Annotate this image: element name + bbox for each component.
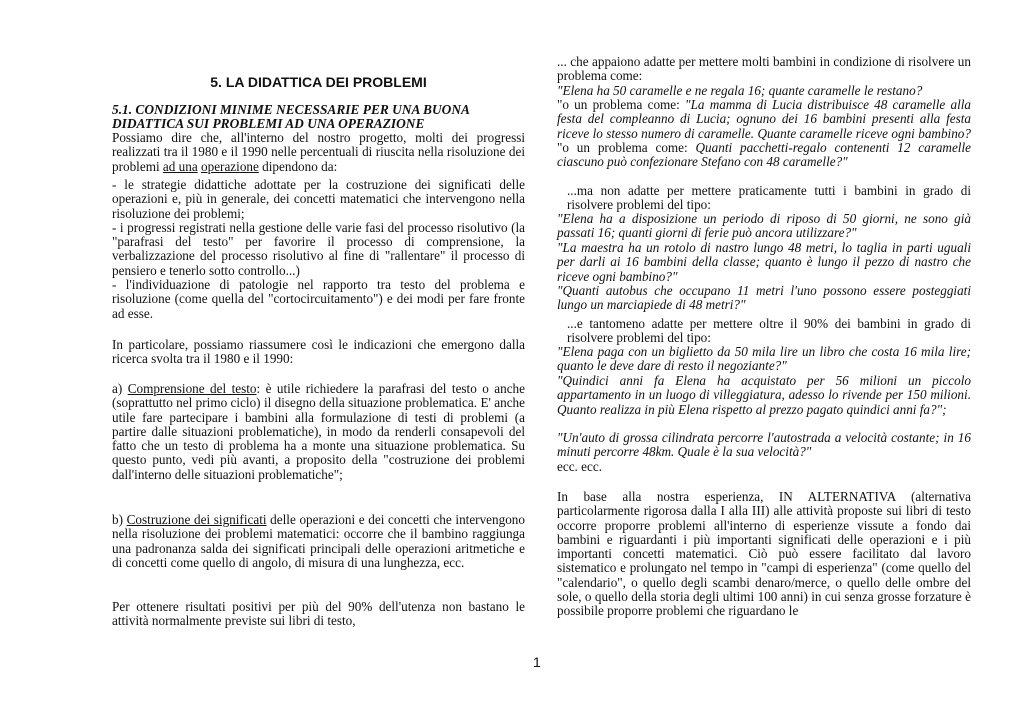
bullet-strategies: - le strategie didattiche adottate per la costruzione dei significati delle operazioni e, più in generale, dei concetti matematici che intervengono nella risoluzione dei problemi;	[112, 177, 525, 221]
bullet-progress: - i progressi registrati nella gestione delle varie fasi del processo risolutivo (la "parafrasi del testo" per favorire il processo di comprensione, la verbalizzazione del processo risolutivo al fine di "rallentare" il processo di pensiero e tenerlo sotto controllo...)	[112, 219, 525, 278]
example-mamma-lucia	[557, 98, 971, 169]
point-a-heading: Comprensione del testo	[127, 381, 257, 396]
point-a-marker: a)	[112, 381, 128, 396]
alternative-paragraph: In base alla nostra esperienza, IN ALTERNATIVA (alternativa particolarmente rigorosa dalla I alla III) alle attività proposte sui libri di testo occorre proporre problemi all'interno di esperienze vissute a fondo dai bambini e riguardanti i più importanti significati delle operazioni e i più importanti concetti matematici. Ciò può essere facilitato dal lavoro sistematico e prolungato nel tempo in "campi di esperienza" (come quello del "calendario", o quello degli scambi denaro/merce, o quello delle ombre del sole, o quello della storia degli ultimi 100 anni) in cui senza grosse forzature è possibile proporre problemi che riguardano le	[557, 489, 971, 619]
example-biglietto: "Elena paga con un biglietto da 50 mila lire un libro che costa 16 mila lire; quanto le deve dare di resto il negoziante?"	[557, 344, 971, 374]
summary-paragraph: In particolare, possiamo riassumere così le indicazioni che emergono dalla ricerca svolta tra il 1980 e il 1990:	[112, 337, 525, 367]
point-a-text: : è utile richiedere la parafrasi del testo o anche (soprattutto nel primo ciclo) il disegno della situazione problematica. E' anche utile fare partecipare i bambini alla formulazione di testi di problemi (a partire dalle situazioni problematiche), in modo da renderli consapevoli del fatto che un testo di problema ha a monte una situazione problematica. Su questo punto, vedi più avanti, a proposito della "costruzione dei problemi dall'interno delle situazioni problematiche";	[112, 381, 526, 482]
page-number: 1	[533, 654, 541, 670]
point-a-paragraph	[112, 382, 525, 482]
example-nastro: "La maestra ha un rotolo di nastro lungo 48 metri, lo taglia in parti uguali per darli ai 16 bambini della classe; quanto è lungo il pezzo di nastro che riceve ogni bambino?"	[557, 240, 971, 284]
closing-paragraph: Per ottenere risultati positivi per più del 90% dell'utenza non bastano le attività normalmente previste sui libri di testo,	[112, 599, 525, 629]
not-suitable-intro: ...ma non adatte per mettere praticamente tutti i bambini in grado di risolvere problemi del tipo:	[567, 183, 971, 213]
intro-paragraph	[112, 131, 525, 174]
intro-text: Possiamo dire che, all'interno del nostro progetto, molti dei progressi realizzati tra il 1980 e il 1990 nelle percentuali di riuscita nella risoluzione dei problemi	[112, 130, 525, 174]
example-text: "La mamma di Lucia distribuisce 48 caramelle alla festa del compleanno di Lucia; ognuno dei 16 bambini presenti alla festa riceve lo stesso numero di caramelle. Quante caramelle riceve ogni bambino?	[557, 97, 971, 141]
intro-text-end: dipendono da:	[258, 158, 338, 174]
underlined-ad-una: ad una	[162, 158, 198, 174]
bullet-list	[112, 178, 525, 321]
section-title-line-1: 5.1. CONDIZIONI MINIME NECESSARIE PER UNA BUONA	[112, 102, 470, 117]
point-b-heading: Costruzione dei significati	[126, 512, 267, 527]
example-text-2: Quanti pacchetti-regalo contenenti 12 caramelle ciascuno può confezionare Stefano con 48 caramelle?"	[557, 139, 971, 170]
connector-text-2: "o un problema come:	[557, 139, 696, 155]
point-b-paragraph	[112, 513, 525, 570]
section-title-line-2: DIDATTICA SUI PROBLEMI AD UNA OPERAZIONE	[112, 116, 425, 132]
examples-intro: ... che appaiono adatte per mettere molti bambini in condizione di risolvere un problema come:	[557, 54, 971, 84]
bullet-pathologies: - l'individuazione di patologie nel rapporto tra testo del problema e risoluzione (come quella del "cortocircuitamento") e dei modi per fare fronte ad esse.	[112, 277, 525, 321]
example-appartamento: "Quindici anni fa Elena ha acquistato per 56 milioni un piccolo appartamento in un luogo di villeggiatura, adesso lo rivende per 150 milioni. Quanto realizza in più Elena rispetto al prezzo pagato quindici anni fa?";	[557, 373, 971, 417]
chapter-title: 5. LA DIDATTICA DEI PROBLEMI	[210, 74, 427, 90]
point-b-text: delle operazioni e dei concetti che intervengono nella risoluzione dei problemi matematici: occorre che il bambino raggiunga una padronanza salda dei significati principali delle operazioni aritmetiche e di concetti come quello di angolo, di misura di una lunghezza, ecc.	[112, 512, 525, 570]
section-title	[112, 103, 525, 132]
example-caramelle: "Elena ha 50 caramelle e ne regala 16; quante caramelle le restano?	[557, 83, 923, 98]
example-autobus: "Quanti autobus che occupano 11 metri l'uno possono essere posteggiati lungo un marciapiede di 48 metri?"	[557, 283, 971, 313]
example-auto: "Un'auto di grossa cilindrata percorre l'autostrada a velocità costante; in 16 minuti percorre 48km. Quale è la sua velocità?"	[557, 430, 971, 460]
even-less-intro: ...e tantomeno adatte per mettere oltre il 90% dei bambini in grado di risolvere problemi del tipo:	[567, 316, 971, 346]
example-elena-riposo: "Elena ha a disposizione un periodo di riposo di 50 giorni, ne sono già passati 16; quanti giorni di ferie può ancora utilizzare?"	[557, 211, 971, 241]
ecc-text: ecc. ecc.	[557, 459, 603, 474]
connector-text: "o un problema come:	[557, 97, 686, 112]
underlined-operazione: operazione	[201, 158, 259, 174]
point-b-marker: b)	[112, 512, 127, 527]
